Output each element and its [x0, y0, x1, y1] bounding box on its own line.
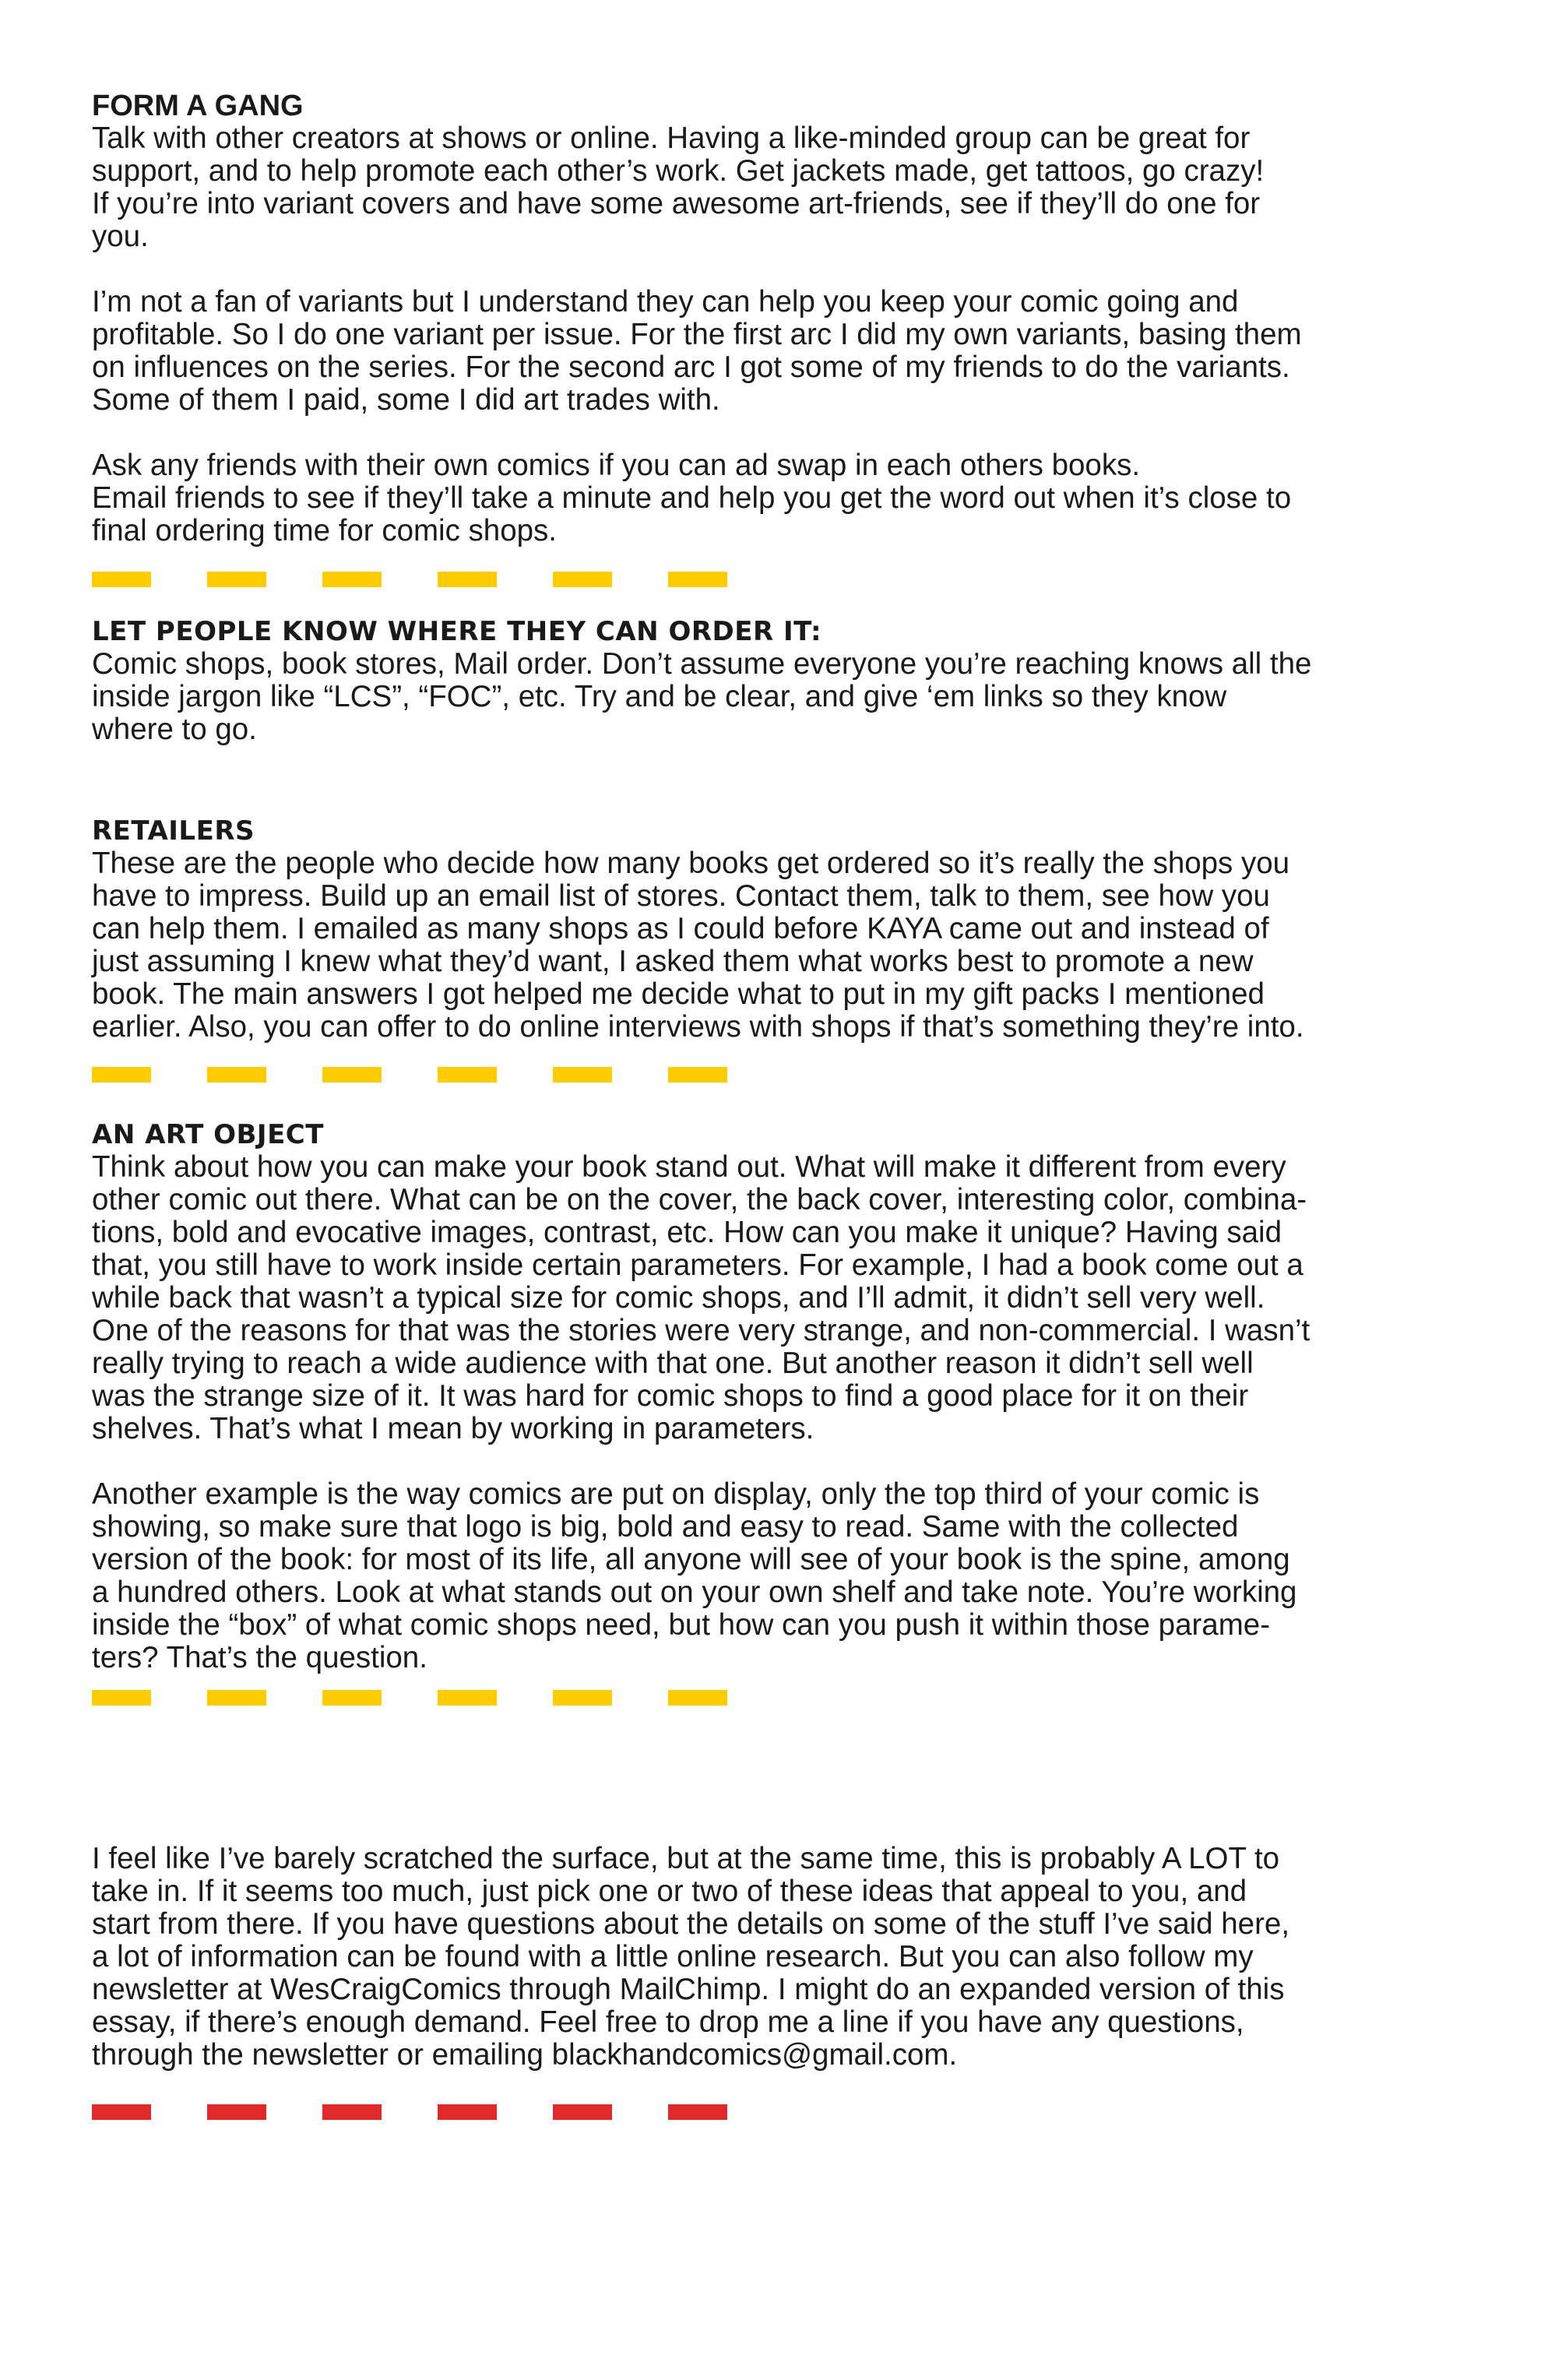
section-retailers: [92, 815, 1470, 1044]
divider-dashes-red: [92, 2104, 746, 2121]
divider-dash: [322, 2104, 382, 2120]
divider-dash: [553, 2104, 612, 2120]
divider-dash: [322, 572, 382, 587]
divider-dash: [438, 2104, 497, 2120]
paragraph: Ask any friends with their own comics if you can ad swap in each others books. Email friends to see if they’ll take a minute and help you get the word out when it’s close to final ordering time for comic shops.: [92, 449, 1292, 547]
divider-dash: [553, 1067, 612, 1083]
divider-dash: [92, 572, 151, 587]
divider-dash: [668, 572, 727, 587]
divider-dash: [553, 572, 612, 587]
divider-dash: [438, 572, 497, 587]
section-closing: [92, 1843, 1470, 2072]
divider-dash: [207, 1690, 266, 1706]
divider-dash: [553, 1690, 612, 1706]
paragraph: I feel like I’ve barely scratched the surface, but at the same time, this is probably A LOT to take in. If it seems too much, just pick one or two of these ideas that appeal to you, and start from there. If you have questions about the details on some of the stuff I’ve said here, a lot of information can be found with a little online research. But you can also follow my newsletter at WesCraigComics through MailChimp. I might do an expanded version of this essay, if there’s enough demand. Feel free to drop me a line if you have any questions, through the newsletter or emailing blackhandcomics@gmail.com.: [92, 1842, 1290, 2072]
divider-dash: [438, 1690, 497, 1706]
divider-dashes-yellow: [92, 572, 746, 589]
paragraph: I’m not a fan of variants but I understand they can help you keep your comic going and profitable. So I do one variant per issue. For the first arc I did my own variants, basing them on influences on the series. For the second arc I got some of my friends to do the variants. Some of them I paid, some I did art trades with.: [92, 285, 1302, 417]
divider-dash: [207, 572, 266, 587]
divider-dash: [207, 1067, 266, 1083]
paragraph: Comic shops, book stores, Mail order. Don’t assume everyone you’re reaching knows all the inside jargon like “LCS”, “FOC”, etc. Try and be clear, and give ‘em links so they know where to go.: [92, 647, 1312, 746]
divider-dash: [668, 1067, 727, 1083]
heading-art-object: AN ART OBJECT: [92, 1119, 324, 1150]
paragraph: Think about how you can make your book stand out. What will make it different from every other comic out there. What can be on the cover, the back cover, interesting color, combina- tions, bold and evocative images, contrast, etc. How can you make it unique? Having said that, you still have to work inside certain parameters. For example, I had a book come out a while back that wasn’t a typical size for comic shops, and I’ll admit, it didn’t sell very well. One of the reasons for that was the stories were very strange, and non-commercial. I wasn’t really trying to reach a wide audience with that one. But another reason it didn’t sell well was the strange size of it. It was hard for comic shops to find a good place for it on their shelves. That’s what I mean by working in parameters.: [92, 1150, 1311, 1445]
divider-dash: [92, 1067, 151, 1083]
divider-dash: [438, 1067, 497, 1083]
section-art-object: [92, 1118, 1470, 1674]
divider-dash: [668, 2104, 727, 2120]
section-where-to-order: [92, 615, 1470, 746]
divider-dash: [207, 2104, 266, 2120]
paragraph: Talk with other creators at shows or online. Having a like-minded group can be great for support, and to help promote each other’s work. Get jackets made, get tattoos, go crazy! If you’re into variant covers and have some awesome art-friends, see if they’ll do one for you.: [92, 121, 1265, 253]
divider-dashes-yellow: [92, 1067, 746, 1084]
section-form-a-gang: [92, 90, 1470, 547]
divider-dash: [322, 1067, 382, 1083]
heading-form-a-gang: FORM A GANG: [92, 90, 304, 122]
divider-dash: [668, 1690, 727, 1706]
heading-retailers: RETAILERS: [92, 815, 255, 847]
divider-dash: [92, 1690, 151, 1706]
divider-dash: [322, 1690, 382, 1706]
paragraph: Another example is the way comics are put on display, only the top third of your comic is showing, so make sure that logo is big, bold and easy to read. Same with the collected version of the book: for most of its life, all anyone will see of your book is the spine, among a hundred others. Look at what stands out on your own shelf and take note. You’re working inside the “box” of what comic shops need, but how can you push it within those parame- ters? That’s the question.: [92, 1477, 1297, 1674]
heading-where-to-order: LET PEOPLE KNOW WHERE THEY CAN ORDER IT:: [92, 616, 822, 647]
divider-dashes-yellow: [92, 1690, 746, 1707]
divider-dash: [92, 2104, 151, 2120]
paragraph: These are the people who decide how many books get ordered so it’s really the shops you have to impress. Build up an email list of stores. Contact them, talk to them, see how you can help them. I emailed as many shops as I could before KAYA came out and instead of just assuming I knew what they’d want, I asked them what works best to promote a new book. The main answers I got helped me decide what to put in my gift packs I mentioned earlier. Also, you can offer to do online interviews with shops if that’s something they’re into.: [92, 847, 1304, 1044]
